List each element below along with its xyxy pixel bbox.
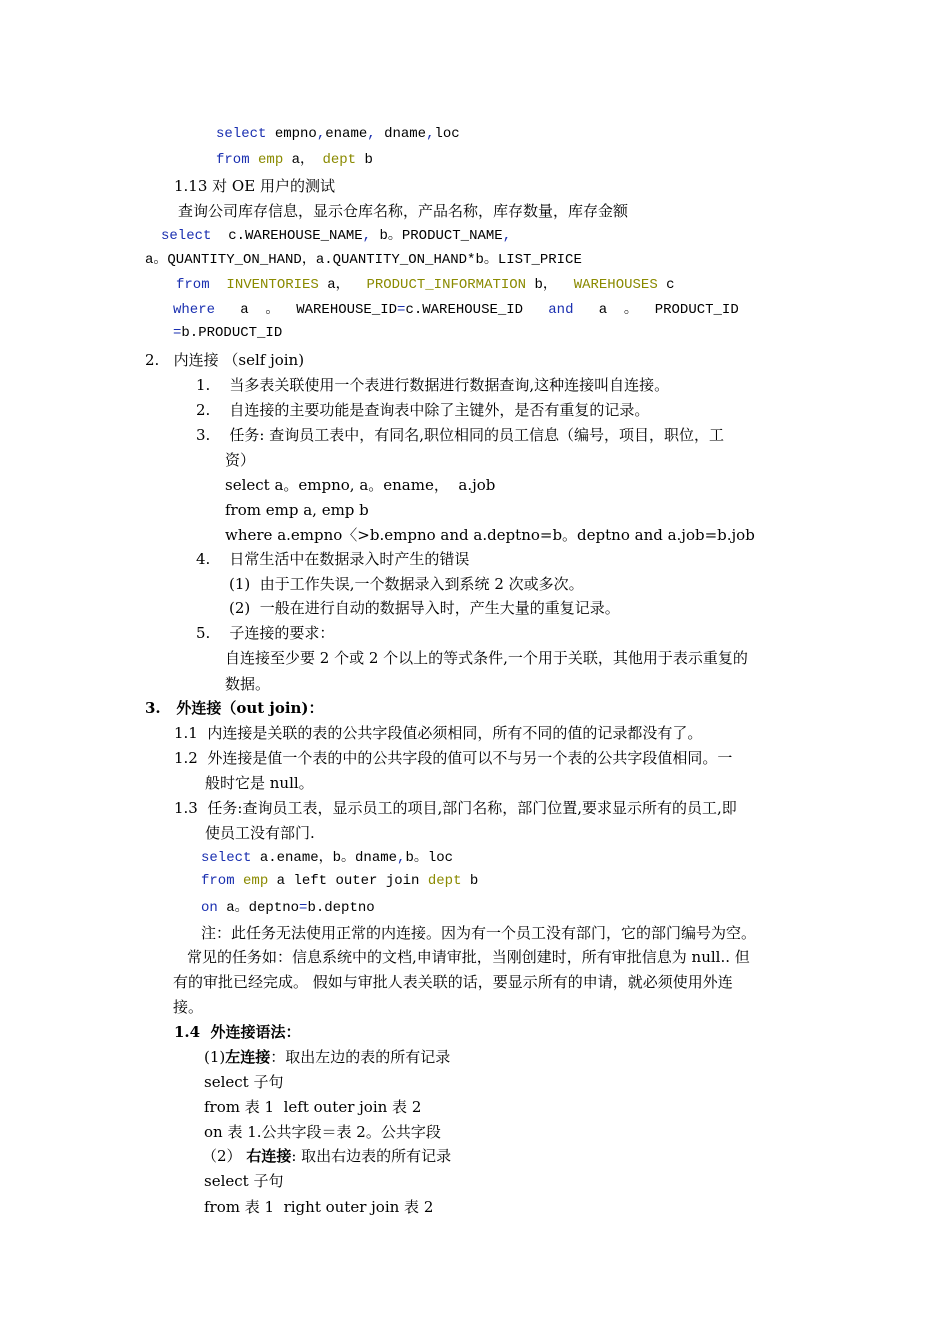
paragraph-line xyxy=(204,1047,450,1067)
paragraph-line xyxy=(225,450,255,470)
text-run: = xyxy=(299,900,308,916)
list-item xyxy=(196,375,669,395)
text-run: 3. 外连接（out join)： xyxy=(145,699,324,717)
sub-list-item xyxy=(229,574,584,594)
text-run: a， xyxy=(283,152,323,168)
text-run: loc xyxy=(434,126,460,142)
text-run: 注：此任务无法使用正常的内连接。因为有一个员工没有部门，它的部门编号为空。 xyxy=(201,924,757,942)
sql-line xyxy=(225,500,369,520)
text-run: , xyxy=(502,228,512,244)
text-run: 使员工没有部门. xyxy=(205,824,315,842)
paragraph-line xyxy=(173,997,203,1017)
text-run: 般时它是 null。 xyxy=(205,774,314,792)
text-run: 2. 内连接 （self join) xyxy=(145,351,305,369)
text-run: dname xyxy=(375,126,427,142)
text-run: (1) 由于工作失误,一个数据录入到系统 2 次或多次。 xyxy=(229,575,584,593)
paragraph-line xyxy=(187,947,750,967)
text-run: , xyxy=(316,126,326,142)
text-run: a。QUANTITY_ON_HAND，a.QUANTITY_ON_HAND*b。LIST_PRICE xyxy=(145,252,582,268)
text-run: PRODUCT_INFORMATION xyxy=(366,277,527,293)
paragraph-line xyxy=(225,674,270,694)
text-run: （2） xyxy=(202,1147,247,1165)
paragraph-line xyxy=(225,648,748,668)
text-run: b。loc xyxy=(405,850,454,866)
code-line xyxy=(201,898,375,918)
text-run: b.deptno xyxy=(307,900,375,916)
text-run: ：取出左边的表的所有记录 xyxy=(270,1048,451,1066)
paragraph-line xyxy=(202,1146,451,1166)
text-run: from 表 1 right outer join 表 2 xyxy=(204,1198,434,1216)
text-run: on 表 1.公共字段＝表 2。公共字段 xyxy=(204,1123,441,1141)
text-run: 有的审批已经完成。 假如与审批人表关联的话，要显示所有的申请，就必须使用外连 xyxy=(173,973,733,991)
text-run: b， xyxy=(526,277,574,293)
text-run: 自连接至少要 2 个或 2 个以上的等式条件,一个用于关联，其他用于表示重复的 xyxy=(225,649,748,667)
text-run: = xyxy=(173,325,182,341)
code-line xyxy=(216,124,460,144)
text-run: dept xyxy=(322,152,357,168)
text-run: INVENTORIES xyxy=(226,277,319,293)
sql-line xyxy=(225,525,755,545)
code-line xyxy=(173,323,282,343)
text-run: from emp a, emp b xyxy=(225,501,369,519)
code-line xyxy=(161,226,511,246)
text-run: a， xyxy=(318,277,367,293)
syntax-line xyxy=(204,1171,283,1191)
text-run: 1.4 外连接语法： xyxy=(174,1023,301,1041)
text-run: select xyxy=(161,228,212,244)
code-line xyxy=(201,848,453,868)
section-heading xyxy=(145,698,324,718)
text-run: select xyxy=(216,126,267,142)
paragraph-line xyxy=(205,823,315,843)
text-run: dept xyxy=(427,873,462,889)
text-run: = xyxy=(397,302,406,318)
code-line xyxy=(145,250,582,270)
text-run: on xyxy=(201,900,218,916)
syntax-line xyxy=(204,1072,283,1092)
text-run: 查询公司库存信息，显示仓库名称，产品名称，库存数量，库存金额 xyxy=(178,202,629,220)
text-run xyxy=(250,152,258,168)
text-run: b。PRODUCT_NAME xyxy=(371,228,503,244)
text-run: , xyxy=(362,228,372,244)
text-run: from 表 1 left outer join 表 2 xyxy=(204,1098,422,1116)
text-run: a left outer join xyxy=(268,873,428,889)
list-item xyxy=(196,400,649,420)
list-item xyxy=(196,623,334,643)
text-run: and xyxy=(548,302,574,318)
list-item xyxy=(196,425,724,445)
text-run: (2) 一般在进行自动的数据导入时，产生大量的重复记录。 xyxy=(229,599,620,617)
text-run: 1.13 对 OE 用户的测试 xyxy=(174,177,335,195)
text-run: c.WAREHOUSE_ID xyxy=(405,302,549,318)
subsection-heading xyxy=(174,1022,301,1042)
text-run: 1. 当多表关联使用一个表进行数据进行数据查询,这种连接叫自连接。 xyxy=(196,376,670,394)
text-run: b.PRODUCT_ID xyxy=(181,325,283,341)
text-run: emp xyxy=(243,873,269,889)
text-run: 右连接 xyxy=(246,1147,292,1165)
text-run: 常见的任务如：信息系统中的文档,申请审批，当刚创建时，所有审批信息为 null.. 但 xyxy=(187,948,750,966)
text-run: select 子句 xyxy=(204,1073,284,1091)
section-heading xyxy=(145,350,304,370)
text-run: emp xyxy=(258,152,284,168)
text-run: , xyxy=(397,850,406,866)
code-line xyxy=(173,300,739,320)
code-line xyxy=(216,150,373,170)
text-run: select a。empno, a。ename， a.job xyxy=(225,476,496,494)
text-run: a。deptno xyxy=(217,900,300,916)
code-line xyxy=(176,275,675,295)
sub-list-item xyxy=(229,598,620,618)
list-item xyxy=(174,748,732,768)
text-run: select xyxy=(201,850,252,866)
text-run: where a.empno〈>b.empno and a.deptno=b。deptno and a.job=b.job xyxy=(225,526,755,544)
text-run: , xyxy=(367,126,376,142)
text-run: WAREHOUSES xyxy=(573,277,658,293)
paragraph-line xyxy=(178,201,628,221)
text-run xyxy=(235,873,243,889)
text-run: a 。 PRODUCT_ID xyxy=(573,302,739,318)
syntax-line xyxy=(204,1197,433,1217)
text-run: empno xyxy=(266,126,317,142)
text-run: where xyxy=(173,302,216,318)
sql-line xyxy=(225,475,495,495)
text-run: , xyxy=(426,126,435,142)
text-run xyxy=(210,277,227,293)
text-run: 2. 自连接的主要功能是查询表中除了主键外，是否有重复的记录。 xyxy=(196,401,650,419)
text-run: b xyxy=(356,152,373,168)
text-run: ename xyxy=(325,126,368,142)
syntax-line xyxy=(204,1097,421,1117)
list-item xyxy=(174,798,737,818)
list-item xyxy=(174,723,702,743)
code-line xyxy=(201,871,478,891)
text-run: c.WAREHOUSE_NAME xyxy=(211,228,363,244)
text-run: from xyxy=(201,873,235,889)
text-run: 接。 xyxy=(173,998,204,1016)
text-run: select 子句 xyxy=(204,1172,284,1190)
text-run: 1.2 外连接是值一个表的中的公共字段的值可以不与另一个表的公共字段值相同。一 xyxy=(174,749,733,767)
text-run: (1) xyxy=(204,1048,226,1066)
text-run: 5. 子连接的要求： xyxy=(196,624,335,642)
text-run: 资） xyxy=(225,451,256,469)
text-run: a 。 WAREHOUSE_ID xyxy=(215,302,398,318)
list-item xyxy=(196,549,469,569)
text-run: from xyxy=(176,277,210,293)
paragraph-line xyxy=(173,972,733,992)
text-run: b xyxy=(461,873,479,889)
text-run: 1.1 内连接是关联的表的公共字段值必须相同，所有不同的值的记录都没有了。 xyxy=(174,724,703,742)
text-run: 4. 日常生活中在数据录入时产生的错误 xyxy=(196,550,470,568)
text-run: from xyxy=(216,152,250,168)
text-run: c xyxy=(657,277,675,293)
text-run: 左连接 xyxy=(225,1048,271,1066)
note-line xyxy=(201,923,756,943)
paragraph-line xyxy=(205,773,314,793)
text-run: : 取出右边表的所有记录 xyxy=(291,1147,452,1165)
text-run: a.ename，b。dname xyxy=(251,850,398,866)
section-heading xyxy=(174,176,335,196)
text-run: 数据。 xyxy=(225,675,271,693)
syntax-line xyxy=(204,1122,441,1142)
text-run: 3. 任务: 查询员工表中，有同名,职位相同的员工信息（编号，项目，职位，工 xyxy=(196,426,724,444)
text-run: 1.3 任务:查询员工表，显示员工的项目,部门名称，部门位置,要求显示所有的员工,即 xyxy=(174,799,737,817)
